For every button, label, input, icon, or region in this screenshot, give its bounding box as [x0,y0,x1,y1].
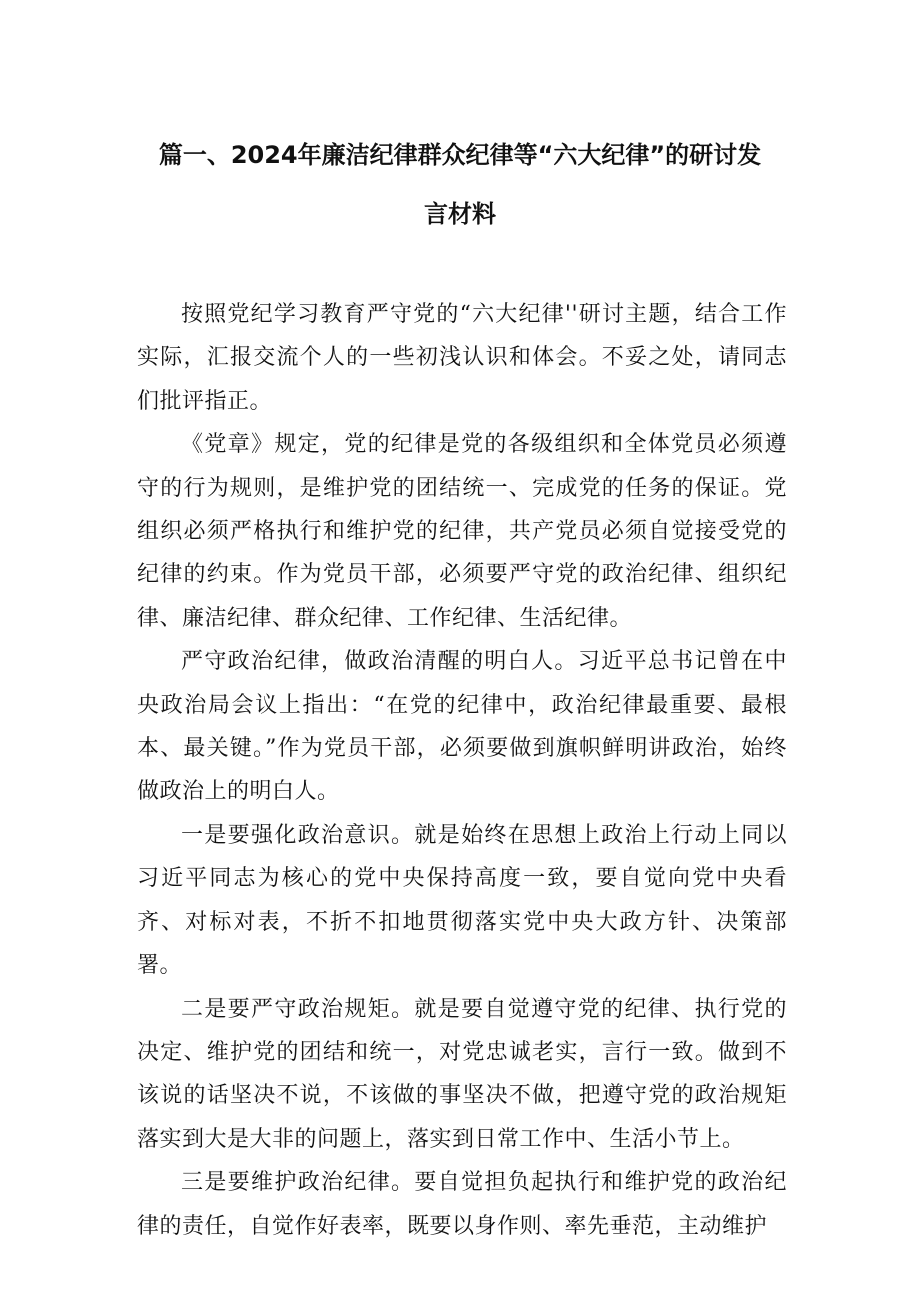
paragraph-party-constitution: 《党章》规定，党的纪律是党的各级组织和全体党员必须遵守的行为规则，是维护党的团结统一、完成党的任务的保证。党组织必须严格执行和维护党的纪律，共产党员必须自觉接受党的纪律的约束。作为党员干部，必须要严守党的政治纪律、组织纪律、廉洁纪律、群众纪律、工作纪律、生活纪律。 [137,432,787,631]
paragraph-intro: 按照党纪学习教育严守党的“六大纪律''研讨主题，结合工作实际，汇报交流个人的一些初浅认识和体会。不妥之处，请同志们批评指正。 [137,302,787,414]
paragraph-political-discipline: 严守政治纪律，做政治清醒的明白人。习近平总书记曾在中央政治局会议上指出：“在党的纪律中，政治纪律最重要、最根本、最关键。”作为党员干部，必须要做到旗帜鲜明讲政治，始终做政治上的明白人。 [137,649,787,805]
document-title-line-2: 言材料 [424,200,496,228]
paragraph-point-two: 二是要严守政治规矩。就是要自觉遵守党的纪律、执行党的决定、维护党的团结和统一，对党忠诚老实，言行一致。做到不该说的话坚决不说，不该做的事坚决不做，把遵守党的政治规矩落实到大是大非的问题上，落实到日常工作中、生活小节上。 [137,996,787,1152]
paragraph-point-one: 一是要强化政治意识。就是始终在思想上政治上行动上同以习近平同志为核心的党中央保持高度一致，要自觉向党中央看齐、对标对表，不折不扣地贯彻落实党中央大政方针、决策部署。 [137,822,787,979]
document-body [137,293,787,1248]
document-title-line-1: 篇一、2024年廉洁纪律群众纪律等“六大纪律”的研讨发 [158,141,762,169]
paragraph-point-three: 三是要维护政治纪律。要自觉担负起执行和维护党的政治纪律的责任，自觉作好表率，既要以身作则、率先垂范，主动维护 [137,1170,787,1239]
